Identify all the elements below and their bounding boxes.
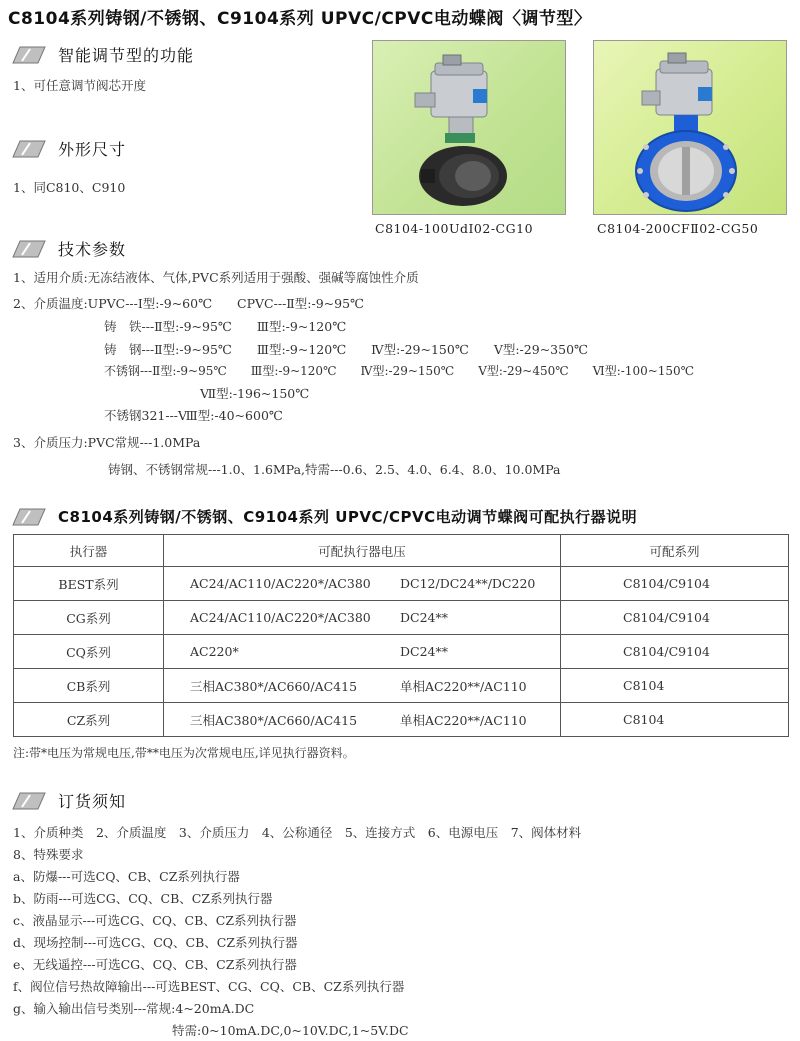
voltage-primary: AC24/AC110/AC220*/AC380: [190, 576, 371, 591]
series-cell: C8104: [561, 669, 789, 703]
section-tech-heading: 技术参数: [58, 240, 127, 259]
voltage-cell: [164, 703, 561, 737]
actuator-name: CZ系列: [14, 703, 164, 737]
photo-caption: C8104-200CFⅡ02-CG50: [597, 221, 759, 236]
tech-line: 不锈钢---Ⅱ型:-9~95℃ Ⅲ型:-9~120℃ Ⅳ型:-29~150℃ Ⅴ型:-29~450℃ Ⅵ型:-100~150℃: [104, 364, 695, 378]
voltage-primary: AC220*: [190, 644, 239, 659]
tech-line: 铸钢、不锈钢常规---1.0、1.6MPa,特需---0.6、2.5、4.0、6.4、8.0、10.0MPa: [108, 462, 561, 477]
product-photo-pvc-valve: [372, 40, 566, 215]
series-cell: C8104/C9104: [561, 567, 789, 601]
tech-line: 1、适用介质:无冻结液体、气体,PVC系列适用于强酸、强碱等腐蚀性介质: [13, 270, 419, 285]
flanged-electric-butterfly-valve-icon: [594, 41, 786, 214]
section-marker-icon: [12, 508, 46, 526]
order-line: g、输入输出信号类别---常规:4~20mA.DC: [13, 1001, 255, 1016]
page-title: C8104系列铸钢/不锈钢、C9104系列 UPVC/CPVC电动蝶阀〈调节型〉: [8, 9, 592, 29]
voltage-primary: 三相AC380*/AC660/AC415: [190, 712, 358, 728]
section-dimensions-header: [12, 137, 126, 160]
tech-line: 3、介质压力:PVC常规---1.0MPa: [13, 435, 201, 450]
order-line: 特需:0~10mA.DC,0~10V.DC,1~5V.DC: [172, 1023, 409, 1038]
column-header: 执行器: [14, 535, 164, 567]
actuator-name: CB系列: [14, 669, 164, 703]
tech-line: Ⅶ型:-196~150℃: [200, 386, 310, 401]
pvc-electric-butterfly-valve-icon: [373, 41, 565, 214]
section-actuator-heading: C8104系列铸钢/不锈钢、C9104系列 UPVC/CPVC电动调节蝶阀可配执行器说明: [58, 508, 638, 526]
order-line: c、液晶显示---可选CG、CQ、CB、CZ系列执行器: [13, 913, 297, 928]
section-marker-icon: [12, 140, 46, 158]
voltage-cell: [164, 601, 561, 635]
order-line: 8、特殊要求: [13, 847, 84, 862]
tech-line: 铸 钢---Ⅱ型:-9~95℃ Ⅲ型:-9~120℃ Ⅳ型:-29~150℃ Ⅴ型:-29~350℃: [104, 342, 589, 357]
actuator-table: [13, 534, 789, 737]
tech-line: 不锈钢321---Ⅷ型:-40~600℃: [104, 408, 283, 423]
tech-line: 铸 铁---Ⅱ型:-9~95℃ Ⅲ型:-9~120℃: [104, 319, 347, 334]
voltage-primary: 三相AC380*/AC660/AC415: [190, 678, 358, 694]
table-row: [14, 703, 789, 737]
voltage-secondary: 单相AC220**/AC110: [400, 678, 527, 694]
section-function-header: [12, 43, 194, 66]
order-line: a、防爆---可选CQ、CB、CZ系列执行器: [13, 869, 240, 884]
actuator-name: CQ系列: [14, 635, 164, 669]
section-marker-icon: [12, 240, 46, 258]
voltage-secondary: DC24**: [400, 610, 448, 625]
table-row: [14, 669, 789, 703]
tech-line: 2、介质温度:UPVC---Ⅰ型:-9~60℃ CPVC---Ⅱ型:-9~95℃: [13, 296, 365, 311]
section-dimensions-heading: 外形尺寸: [58, 140, 127, 159]
column-header: 可配系列: [561, 535, 789, 567]
voltage-primary: AC24/AC110/AC220*/AC380: [190, 610, 371, 625]
section-actuator-header: [12, 506, 637, 527]
voltage-cell: [164, 635, 561, 669]
voltage-cell: [164, 567, 561, 601]
voltage-secondary: DC12/DC24**/DC220: [400, 576, 536, 591]
dimensions-line: 1、同C810、C910: [13, 180, 126, 195]
series-cell: C8104/C9104: [561, 601, 789, 635]
section-tech-header: [12, 237, 126, 260]
actuator-name: CG系列: [14, 601, 164, 635]
table-row: [14, 567, 789, 601]
order-line: 1、介质种类 2、介质温度 3、介质压力 4、公称通径 5、连接方式 6、电源电压 7、阀体材料: [13, 825, 582, 840]
table-row: [14, 601, 789, 635]
column-header: 可配执行器电压: [164, 535, 561, 567]
order-line: e、无线遥控---可选CG、CQ、CB、CZ系列执行器: [13, 957, 297, 972]
section-marker-icon: [12, 46, 46, 64]
product-photo-flanged-valve: [593, 40, 787, 215]
section-order-heading: 订货须知: [58, 792, 127, 811]
voltage-secondary: 单相AC220**/AC110: [400, 712, 527, 728]
order-line: f、阀位信号热故障输出---可选BEST、CG、CQ、CB、CZ系列执行器: [13, 979, 405, 994]
actuator-name: BEST系列: [14, 567, 164, 601]
order-line: d、现场控制---可选CG、CQ、CB、CZ系列执行器: [13, 935, 298, 950]
photo-caption: C8104-100UdⅠ02-CG10: [375, 221, 534, 236]
series-cell: C8104: [561, 703, 789, 737]
voltage-cell: [164, 669, 561, 703]
table-note: 注:带*电压为常规电压,带**电压为次常规电压,详见执行器资料。: [13, 746, 355, 760]
table-row: [14, 635, 789, 669]
section-marker-icon: [12, 792, 46, 810]
order-line: b、防雨---可选CG、CQ、CB、CZ系列执行器: [13, 891, 273, 906]
section-function-heading: 智能调节型的功能: [58, 46, 195, 65]
series-cell: C8104/C9104: [561, 635, 789, 669]
table-header-row: [14, 535, 789, 567]
function-line: 1、可任意调节阀芯开度: [13, 78, 146, 93]
voltage-secondary: DC24**: [400, 644, 448, 659]
section-order-header: [12, 789, 126, 812]
